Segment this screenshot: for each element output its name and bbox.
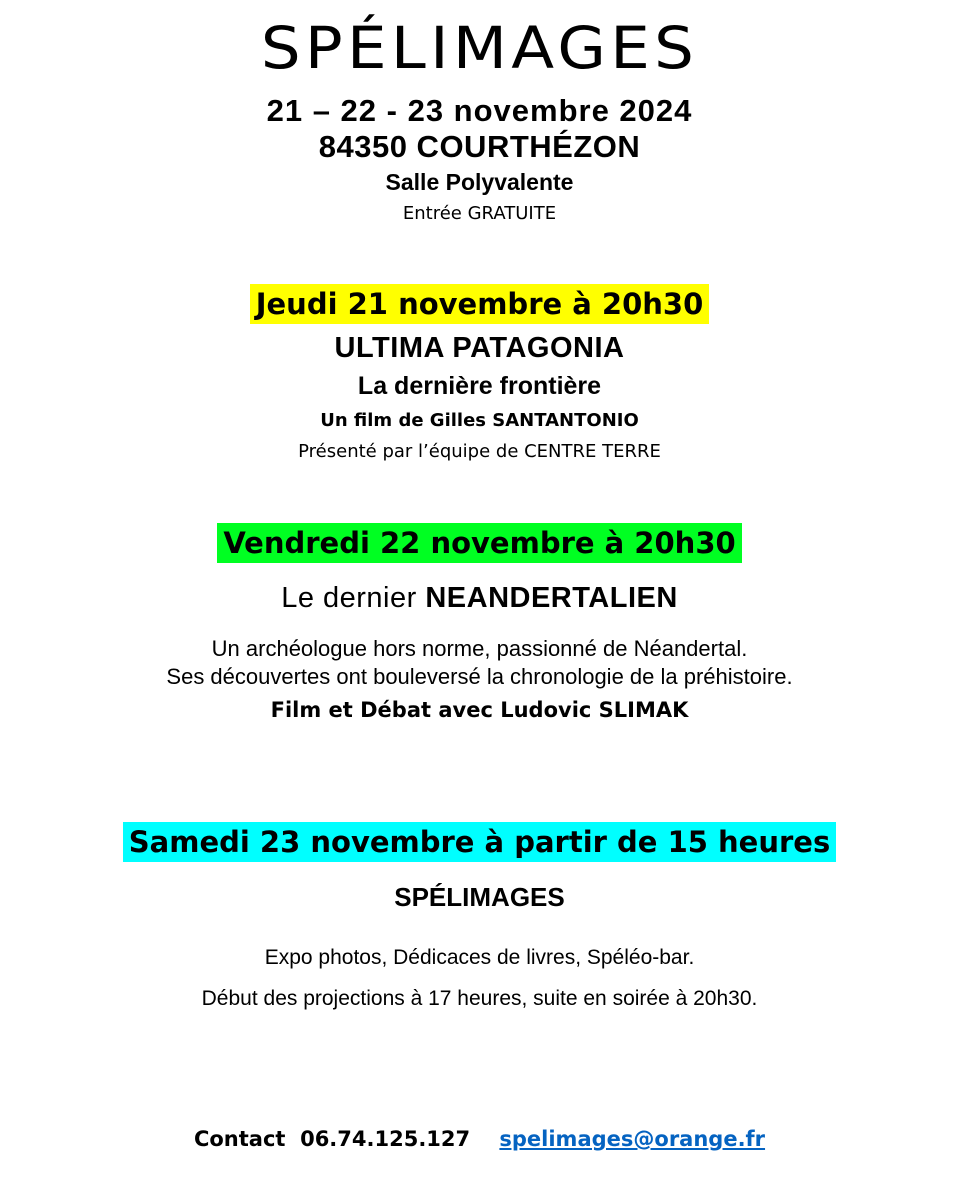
day2-film-title	[0, 580, 959, 616]
day1-film-title: ULTIMA PATAGONIA	[334, 332, 625, 364]
day1-presented-by: Présenté par l’équipe de CENTRE TERRE	[298, 441, 661, 462]
day1-heading: Jeudi 21 novembre à 20h30	[250, 284, 710, 324]
day3-heading-row	[0, 822, 959, 862]
event-entry: Entrée GRATUITE	[402, 203, 557, 224]
day2-film-title-bold: NEANDERTALIEN	[425, 582, 678, 614]
day3-activities: Expo photos, Dédicaces de livres, Spéléo-bar.	[264, 946, 695, 969]
contact-phone: 06.74.125.127	[300, 1127, 471, 1151]
day2-debate: Film et Débat avec Ludovic SLIMAK	[270, 698, 689, 722]
day1-subtitle: La dernière frontière	[357, 372, 602, 400]
event-title: SPÉLIMAGES	[260, 14, 699, 82]
day3-heading: Samedi 23 novembre à partir de 15 heures	[123, 822, 836, 862]
day3-schedule: Début des projections à 17 heures, suite en soirée à 20h30.	[201, 987, 758, 1010]
day2-film-title-text: Le dernier NEANDERTALIEN	[281, 582, 678, 614]
day3-event-title: SPÉLIMAGES	[394, 882, 565, 912]
event-dates: 21 – 22 - 23 novembre 2024	[266, 93, 693, 128]
contact-label: Contact	[193, 1127, 286, 1151]
event-location: 84350 COURTHÉZON	[318, 129, 641, 164]
contact-email-link[interactable]: spelimages@orange.fr	[499, 1127, 766, 1151]
day2-description-2: Ses découvertes ont bouleversé la chronologie de la préhistoire.	[166, 664, 793, 689]
day2-heading: Vendredi 22 novembre à 20h30	[217, 523, 741, 563]
day2-description-1: Un archéologue hors norme, passionné de Néandertal.	[211, 636, 748, 661]
contact-line	[0, 1124, 959, 1154]
day2-heading-row	[0, 523, 959, 563]
event-venue: Salle Polyvalente	[385, 169, 574, 195]
day1-heading-row	[0, 284, 959, 324]
day1-credit: Un film de Gilles SANTANTONIO	[320, 410, 639, 431]
